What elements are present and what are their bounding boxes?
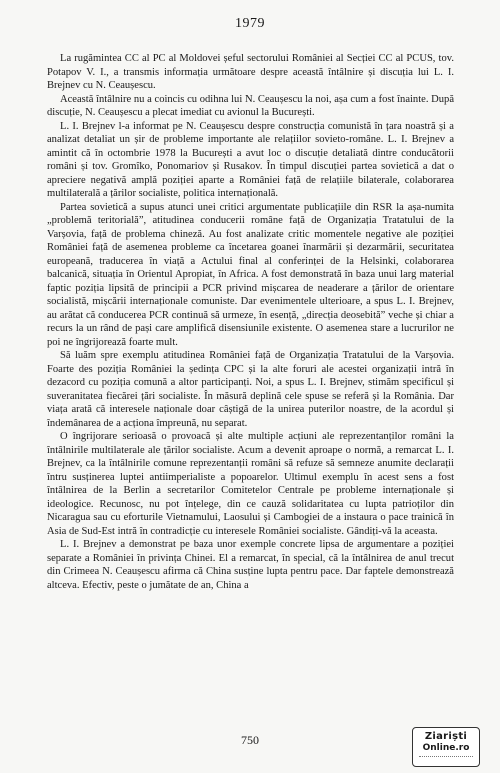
stamp-line-1: Ziariști bbox=[424, 731, 468, 742]
stamp-line-2: Online.ro bbox=[422, 743, 470, 753]
paragraph: La rugămintea CC al PC al Moldovei șeful sectorului României al Secției CC al PCUS, tov. Potapov V. I., a transmis informația următoare despre această întâlnire și discuția lui L. I. Brejnev cu N. Ceaușescu. bbox=[47, 53, 454, 91]
stamp-divider bbox=[419, 756, 473, 761]
watermark-stamp bbox=[412, 727, 480, 767]
page-header-year: 1979 bbox=[235, 16, 265, 31]
paragraph: Să luăm spre exemplu atitudinea României față de Organizația Tratatului de la Varșovia. Foarte des poziția României la ședința CPC și la alte foruri ale acestei organizații intră în dezacord cu poziția comună a altor participanți. Noi, a spus L. I. Brejnev, stimăm specificul și suveranitatea fiecărei țări socialiste. În măsură deplină cele spuse se referă și la România. Dar viața arată că interesele naționale doar câștigă de la unirea puterilor noastre, de la acordul și îndemânarea de a acționa împreună, nu separat. bbox=[47, 350, 454, 429]
paragraph: O îngrijorare serioasă o provoacă și alte multiple acțiuni ale reprezentanților români la întâlnirile multilaterale ale țărilor socialiste. Acum a devenit aproape o normă, a remarcat L. I. Brejnev, ca la întâlnirile comune reprezentanții români să refuze să semneze anumite declarații întru susținerea luptei antiimperialiste a popoarelor. Ultimul exemplu în acest sens a fost întâlnirea de la Berlin a secretarilor Comitetelor Centrale pe probleme internaționale și ideologice. Recunosc, nu pot înțelege, din ce cauză solidaritatea cu lupta patrioților din Nicaragua sau cu eforturile Vietnamului, Laosului și Cambogiei de a instaura o pace trainică în Asia de Sud-Est intră în contradicție cu interesele României socialiste. Gândiți-vă la aceasta. bbox=[47, 431, 454, 537]
paragraph: L. I. Brejnev l-a informat pe N. Ceaușescu despre construcția comunistă în țara noastră și a analizat detaliat un șir de probleme importante ale relațiilor sovieto-române. L. I. Brejnev a amintit că în octombrie 1978 la București a avut loc o discuție detaliată dintre conducătorii români și tov. Gromîko, Ponomariov și Rusakov. În timpul discuției partea sovietică a dat o apreciere negativă amplă poziției aparte a României față de relațiile bilaterale, colaborarea multilaterală a țărilor socialiste, politica internațională. bbox=[47, 120, 454, 199]
page-number: 750 bbox=[241, 733, 259, 747]
paragraph: L. I. Brejnev a demonstrat pe baza unor exemple concrete lipsa de argumentare a poziției separate a României în privința Chinei. El a remarcat, în special, că la întâlnirea de anul trecut din Crimeea N. Ceaușescu afirma că China susține lupta pentru pace. Dar faptele demonstrează altceva. Efectiv, peste o jumătate de an, China a bbox=[47, 539, 454, 591]
paragraph: Partea sovietică a supus atunci unei critici argumentate publicațiile din RSR la așa-numita „problemă teritorială”, atitudinea conducerii române față de Organizația Tratatului de la Varșovia, față de problema chineză. Au fost analizate critic momentele negative ale poziției României față de asemenea probleme ca încetarea goanei înarmării și dezarmării, securitatea europeană, traducerea în viață a Actului final al conferinței de la Helsinki, colaborarea balcanică, situația în Orientul Apropiat, în Africa. A fost demonstrată în baza unui larg material faptic poziția lipsită de principii a PCR privind mișcarea de neaderare a țărilor de orientare socialistă, mișcării internaționale comuniste. Dar evenimentele ulterioare, a spus L. I. Brejnev, au arătat că conducerea PCR continuă să urmeze, în esență, „direcția deosebită” veche și chiar a recurs la un rând de pași care amplifică disensiunile existente. O asemenea stare a lucrurilor ne poi ne îngrijorează foarte mult. bbox=[47, 201, 454, 348]
paragraph: Această întâlnire nu a coincis cu odihna lui N. Ceaușescu la noi, așa cum a fost înainte. După discuție, N. Ceaușescu a plecat imediat cu avionul la București. bbox=[47, 93, 454, 118]
document-body bbox=[47, 52, 454, 592]
